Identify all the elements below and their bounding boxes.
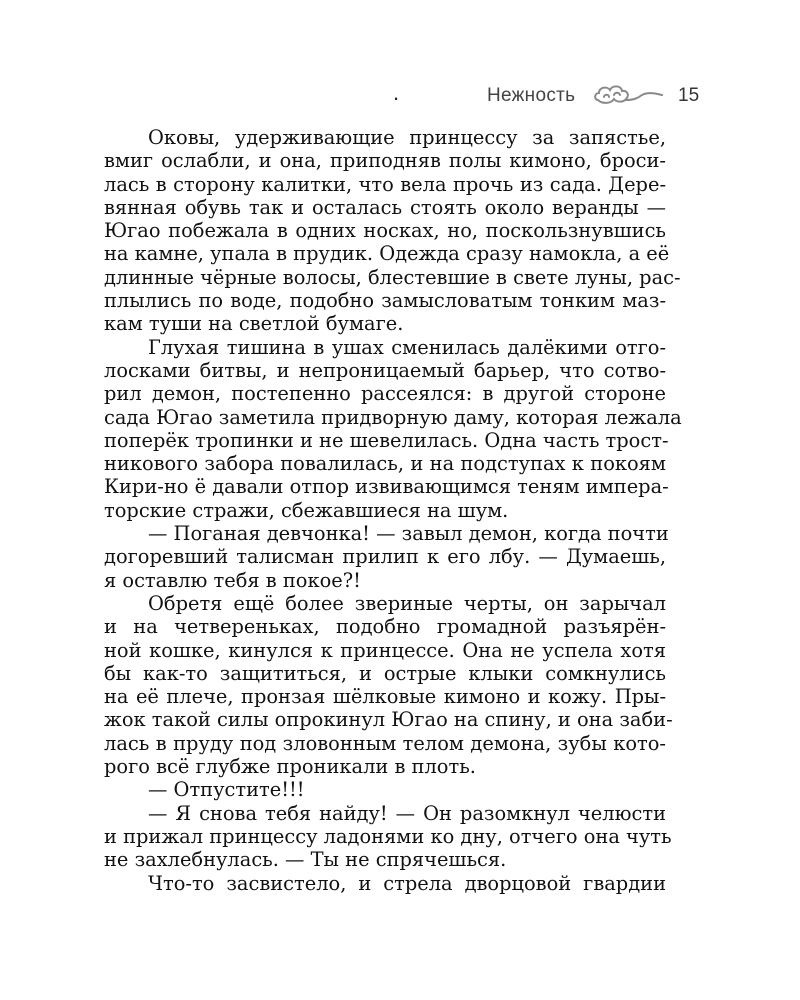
- text-line: вянная обувь так и осталась стоять около веранды —: [104, 195, 666, 219]
- text-line: ной кошке, кинулся к принцессе. Она не успела хотя: [104, 638, 666, 662]
- text-line: — Отпустите!!!: [148, 778, 305, 802]
- cloud-ornament-icon: [592, 82, 666, 110]
- text-line: — Я снова тебя найду! — Он разомкнул челюсти: [148, 801, 666, 825]
- text-line: Глухая тишина в ушах сменилась далёкими отго-: [148, 335, 666, 359]
- text-line: Кири-но ё давали отпор извивающимся теням импера-: [104, 475, 669, 499]
- text-line: бы как-то защититься, и острые клыки сомкнулись: [104, 661, 666, 685]
- text-line: я оставлю тебя в покое?!: [104, 568, 361, 592]
- text-line: не захлебнулась. — Ты не спрячешься.: [104, 848, 507, 872]
- text-line: никового забора повалилась, и на подступах к покоям: [104, 452, 666, 476]
- text-line: вмиг ослабли, и она, приподняв полы кимоно, броси-: [104, 149, 666, 173]
- header-dot: .: [393, 80, 400, 105]
- text-line: сада Югао заметила придворную даму, которая лежала: [104, 405, 682, 429]
- page-number: 15: [678, 85, 700, 106]
- text-line: на её плече, пронзая шёлковые кимоно и кожу. Пры-: [104, 685, 666, 709]
- text-line: длинные чёрные волосы, блестевшие в свете луны, рас-: [104, 265, 681, 289]
- text-line: и прижал принцессу ладонями ко дну, отчего она чуть: [104, 824, 672, 848]
- text-line: торские стражи, сбежавшиеся на шум.: [104, 498, 509, 522]
- text-line: лась в пруду под зловонным телом демона, зубы кото-: [104, 731, 666, 755]
- text-line: — Поганая девчонка! — завыл демон, когда почти: [148, 522, 669, 546]
- text-line: жок такой силы опрокинул Югао на спину, и она заби-: [104, 708, 673, 732]
- text-line: Что-то засвистело, и стрела дворцовой гвардии: [148, 871, 666, 895]
- text-line: Обретя ещё более звериные черты, он зарычал: [148, 591, 666, 615]
- body-text: [104, 126, 682, 895]
- text-line: на камне, упала в прудик. Одежда сразу намокла, а её: [104, 242, 670, 266]
- text-line: лась в сторону калитки, что вела прочь из сада. Дере-: [104, 172, 666, 196]
- text-line: кам туши на светлой бумаге.: [104, 312, 404, 336]
- text-line: и на четвереньках, подобно громадной разъярён-: [104, 615, 666, 639]
- text-line: Оковы, удерживающие принцессу за запястье,: [148, 126, 666, 149]
- text-line: плылись по воде, подобно замысловатым тонким маз-: [104, 289, 666, 313]
- running-header: [0, 80, 800, 112]
- text-line: рого всё глубже проникали в плоть.: [104, 755, 476, 779]
- text-line: догоревший талисман прилип к его лбу. — Думаешь,: [104, 545, 666, 569]
- text-line: лосками битвы, и непроницаемый барьер, что сотво-: [104, 358, 666, 382]
- text-line: рил демон, постепенно рассеялся: в другой стороне: [104, 382, 666, 406]
- text-line: поперёк тропинки и не шевелилась. Одна часть трост-: [104, 428, 669, 452]
- chapter-title: Нежность: [487, 85, 576, 106]
- text-line: Югао побежала в одних носках, но, поскользнувшись: [104, 219, 666, 243]
